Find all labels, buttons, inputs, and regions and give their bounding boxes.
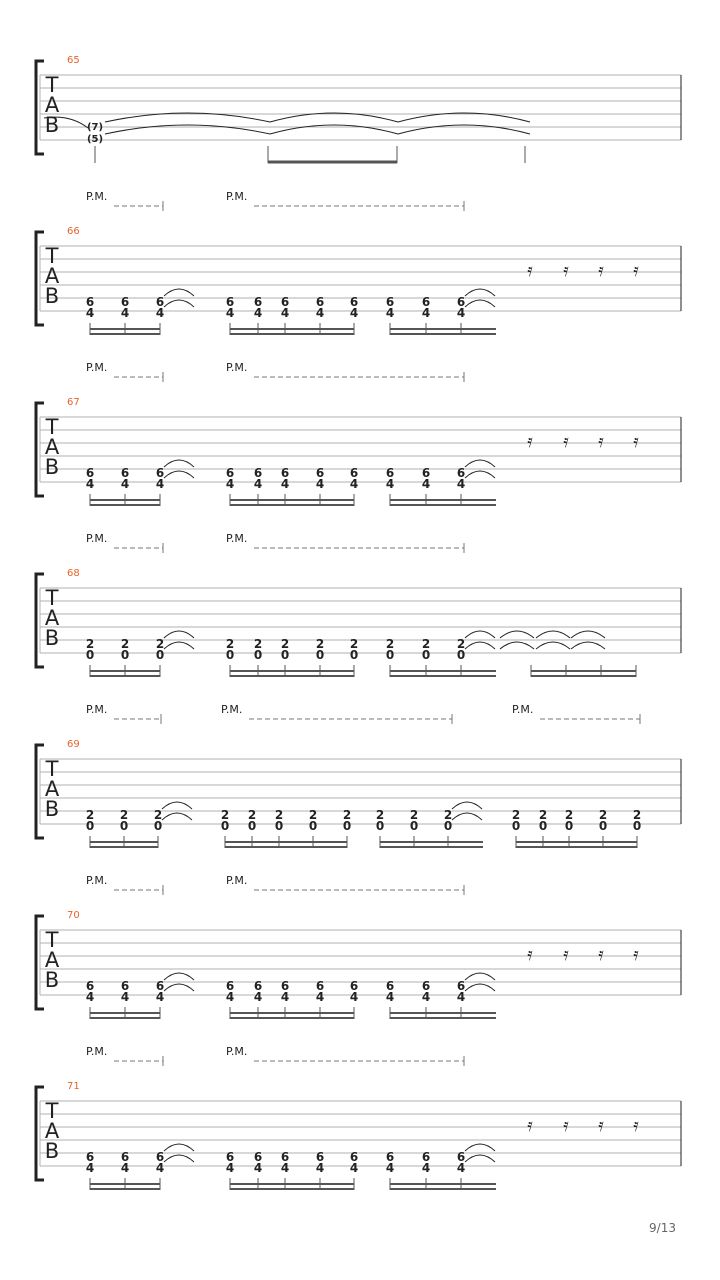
fret-number: 4 xyxy=(456,1161,466,1175)
sixteenth-rest: 𝄿 xyxy=(598,1115,604,1136)
fret-number: 4 xyxy=(385,990,395,1004)
fret-number: 0 xyxy=(349,648,359,662)
fret-number: 4 xyxy=(349,477,359,491)
fret-number: 6 xyxy=(85,295,95,309)
fret-number: 6 xyxy=(421,1150,431,1164)
palm-mute-label: P.M. xyxy=(221,703,243,716)
tie xyxy=(398,125,530,134)
sixteenth-rest: 𝄿 xyxy=(598,260,604,281)
sixteenth-rest: 𝄿 xyxy=(527,1115,533,1136)
fret-number: 4 xyxy=(421,306,431,320)
tie xyxy=(465,300,495,307)
tie xyxy=(164,642,194,649)
fret-number: 4 xyxy=(349,1161,359,1175)
tie xyxy=(571,642,605,649)
tab-clef-letter: A xyxy=(44,606,60,630)
fret-number: 0 xyxy=(119,819,129,833)
palm-mute-label: P.M. xyxy=(86,532,108,545)
sixteenth-rest: 𝄿 xyxy=(527,431,533,452)
fret-number: 6 xyxy=(385,1150,395,1164)
fret-number: 0 xyxy=(385,648,395,662)
fret-number: 6 xyxy=(349,295,359,309)
fret-number: 4 xyxy=(225,1161,235,1175)
tie xyxy=(164,1144,194,1151)
fret-number: 6 xyxy=(385,979,395,993)
fret-number: 2 xyxy=(85,637,95,651)
fret-number: 0 xyxy=(225,648,235,662)
fret-number: 0 xyxy=(85,819,95,833)
fret-number: 6 xyxy=(120,1150,130,1164)
tab-clef-letter: B xyxy=(44,968,60,992)
fret-number: 6 xyxy=(315,295,325,309)
fret-number: 0 xyxy=(253,648,263,662)
tie xyxy=(164,289,194,296)
tab-clef-letter: B xyxy=(44,113,60,137)
tab-clef-letter: A xyxy=(44,777,60,801)
palm-mute-label: P.M. xyxy=(226,1045,248,1058)
fret-number: 6 xyxy=(421,466,431,480)
fret-number: 0 xyxy=(409,819,419,833)
fret-number: 0 xyxy=(443,819,453,833)
fret-number: 2 xyxy=(375,808,385,822)
sixteenth-rest: 𝄿 xyxy=(527,944,533,965)
fret-number: 4 xyxy=(385,306,395,320)
fret-number: 6 xyxy=(456,979,466,993)
fret-number: 0 xyxy=(274,819,284,833)
tie xyxy=(164,300,194,307)
palm-mute-label: P.M. xyxy=(226,361,248,374)
fret-number: 0 xyxy=(511,819,521,833)
fret-number: 0 xyxy=(421,648,431,662)
fret-number: 6 xyxy=(385,466,395,480)
fret-number: 6 xyxy=(225,295,235,309)
fret-number: 2 xyxy=(538,808,548,822)
tie xyxy=(164,631,194,638)
fret-number: 4 xyxy=(385,477,395,491)
tie xyxy=(465,460,495,467)
fret-number: 6 xyxy=(349,979,359,993)
fret-number: 2 xyxy=(349,637,359,651)
tie xyxy=(452,813,482,820)
fret-number: 6 xyxy=(315,979,325,993)
measure-number: 67 xyxy=(67,397,80,408)
fret-number: 6 xyxy=(120,979,130,993)
fret-number: 4 xyxy=(280,477,290,491)
tab-clef-letter: B xyxy=(44,455,60,479)
tab-system-66 xyxy=(36,190,681,335)
fret-number: 4 xyxy=(120,990,130,1004)
tie xyxy=(164,984,194,991)
tie xyxy=(571,631,605,638)
fret-number: 4 xyxy=(421,1161,431,1175)
fret-number: 6 xyxy=(315,1150,325,1164)
palm-mute-label: P.M. xyxy=(86,703,108,716)
fret-number: 4 xyxy=(456,477,466,491)
palm-mute-label: P.M. xyxy=(86,1045,108,1058)
tab-clef-letter: B xyxy=(44,626,60,650)
fret-number: 4 xyxy=(155,1161,165,1175)
fret-number: 2 xyxy=(342,808,352,822)
fret-number: 2 xyxy=(280,637,290,651)
fret-number: 4 xyxy=(349,306,359,320)
fret-number: 2 xyxy=(308,808,318,822)
tie xyxy=(536,631,570,638)
tab-clef-letter: T xyxy=(45,415,59,439)
fret-number: 2 xyxy=(385,637,395,651)
fret-number: (5) xyxy=(86,134,104,145)
fret-number: 6 xyxy=(421,295,431,309)
tie xyxy=(162,813,192,820)
fret-number: 2 xyxy=(119,808,129,822)
sixteenth-rest: 𝄿 xyxy=(563,1115,569,1136)
fret-number: 6 xyxy=(85,979,95,993)
fret-number: 2 xyxy=(274,808,284,822)
tab-clef-letter: A xyxy=(44,93,60,117)
sixteenth-rest: 𝄿 xyxy=(527,260,533,281)
tie xyxy=(465,631,495,638)
fret-number: 6 xyxy=(120,466,130,480)
fret-number: 4 xyxy=(155,990,165,1004)
fret-number: 2 xyxy=(456,637,466,651)
fret-number: 6 xyxy=(225,466,235,480)
fret-number: 0 xyxy=(280,648,290,662)
tie xyxy=(465,984,495,991)
measure-number: 68 xyxy=(67,568,80,579)
fret-number: 4 xyxy=(253,477,263,491)
fret-number: 6 xyxy=(155,466,165,480)
sixteenth-rest: 𝄿 xyxy=(598,944,604,965)
fret-number: 4 xyxy=(456,990,466,1004)
fret-number: 4 xyxy=(85,306,95,320)
fret-number: 6 xyxy=(253,295,263,309)
fret-number: 6 xyxy=(155,979,165,993)
tie xyxy=(452,802,482,809)
sixteenth-rest: 𝄿 xyxy=(633,944,639,965)
fret-number: 2 xyxy=(220,808,230,822)
fret-number: 6 xyxy=(349,466,359,480)
fret-number: 4 xyxy=(155,477,165,491)
palm-mute-label: P.M. xyxy=(226,190,248,203)
tab-system-67 xyxy=(36,361,681,506)
tie xyxy=(465,471,495,478)
fret-number: 6 xyxy=(253,1150,263,1164)
palm-mute-label: P.M. xyxy=(226,874,248,887)
tie xyxy=(465,289,495,296)
fret-number: 4 xyxy=(315,306,325,320)
measure-number: 66 xyxy=(67,226,80,237)
fret-number: 6 xyxy=(280,295,290,309)
fret-number: 4 xyxy=(225,477,235,491)
tab-clef-letter: A xyxy=(44,264,60,288)
fret-number: 4 xyxy=(225,306,235,320)
fret-number: 2 xyxy=(85,808,95,822)
fret-number: 4 xyxy=(421,990,431,1004)
tie xyxy=(536,642,570,649)
fret-number: 2 xyxy=(511,808,521,822)
fret-number: 6 xyxy=(280,1150,290,1164)
fret-number: 0 xyxy=(375,819,385,833)
fret-number: 6 xyxy=(85,466,95,480)
palm-mute-label: P.M. xyxy=(512,703,534,716)
tab-clef-letter: A xyxy=(44,435,60,459)
fret-number: 2 xyxy=(247,808,257,822)
fret-number: 2 xyxy=(409,808,419,822)
fret-number: 6 xyxy=(253,466,263,480)
fret-number: 6 xyxy=(421,979,431,993)
tab-clef-letter: T xyxy=(45,586,59,610)
tie xyxy=(465,1155,495,1162)
fret-number: 6 xyxy=(253,979,263,993)
fret-number: 6 xyxy=(280,979,290,993)
page-number: 9/13 xyxy=(649,1221,676,1235)
fret-number: 4 xyxy=(85,477,95,491)
tab-system-69 xyxy=(36,703,681,848)
tie xyxy=(500,631,534,638)
tab-system-70 xyxy=(36,874,681,1019)
tab-clef-letter: A xyxy=(44,948,60,972)
sixteenth-rest: 𝄿 xyxy=(633,1115,639,1136)
fret-number: 6 xyxy=(155,295,165,309)
fret-number: 4 xyxy=(349,990,359,1004)
tie xyxy=(164,1155,194,1162)
fret-number: 0 xyxy=(85,648,95,662)
fret-number: 4 xyxy=(315,990,325,1004)
fret-number: 2 xyxy=(225,637,235,651)
fret-number: 2 xyxy=(153,808,163,822)
fret-number: 6 xyxy=(85,1150,95,1164)
sixteenth-rest: 𝄿 xyxy=(633,260,639,281)
tie xyxy=(164,460,194,467)
fret-number: 4 xyxy=(253,306,263,320)
fret-number: 4 xyxy=(280,306,290,320)
palm-mute-label: P.M. xyxy=(226,532,248,545)
tab-clef-letter: B xyxy=(44,284,60,308)
fret-number: 6 xyxy=(456,295,466,309)
measure-number: 65 xyxy=(67,55,80,66)
fret-number: 2 xyxy=(598,808,608,822)
fret-number: 4 xyxy=(155,306,165,320)
tab-clef-letter: T xyxy=(45,757,59,781)
fret-number: 4 xyxy=(120,1161,130,1175)
fret-number: 0 xyxy=(456,648,466,662)
tie xyxy=(500,642,534,649)
tie xyxy=(465,1144,495,1151)
fret-number: 2 xyxy=(564,808,574,822)
fret-number: 0 xyxy=(220,819,230,833)
fret-number: 4 xyxy=(421,477,431,491)
tab-clef-letter: B xyxy=(44,1139,60,1163)
fret-number: 6 xyxy=(315,466,325,480)
fret-number: 6 xyxy=(280,466,290,480)
tab-clef-letter: T xyxy=(45,928,59,952)
tie xyxy=(162,802,192,809)
fret-number: 2 xyxy=(421,637,431,651)
tie xyxy=(465,973,495,980)
fret-number: 4 xyxy=(85,1161,95,1175)
fret-number: 2 xyxy=(443,808,453,822)
fret-number: 0 xyxy=(538,819,548,833)
palm-mute-label: P.M. xyxy=(86,190,108,203)
tab-system-65 xyxy=(36,55,681,163)
tab-system-71 xyxy=(36,1045,681,1190)
tie xyxy=(164,973,194,980)
tab-system-68 xyxy=(36,532,681,677)
fret-number: 2 xyxy=(253,637,263,651)
fret-number: 0 xyxy=(308,819,318,833)
palm-mute-label: P.M. xyxy=(86,361,108,374)
sixteenth-rest: 𝄿 xyxy=(598,431,604,452)
tab-clef-letter: T xyxy=(45,1099,59,1123)
fret-number: 4 xyxy=(280,990,290,1004)
fret-number: 4 xyxy=(456,306,466,320)
tie xyxy=(105,125,270,134)
fret-number: 0 xyxy=(153,819,163,833)
fret-number: 2 xyxy=(315,637,325,651)
fret-number: 0 xyxy=(247,819,257,833)
fret-number: 4 xyxy=(253,1161,263,1175)
fret-number: 6 xyxy=(456,1150,466,1164)
sixteenth-rest: 𝄿 xyxy=(563,944,569,965)
fret-number: 6 xyxy=(225,1150,235,1164)
fret-number: 6 xyxy=(155,1150,165,1164)
sixteenth-rest: 𝄿 xyxy=(563,431,569,452)
fret-number: 0 xyxy=(598,819,608,833)
sixteenth-rest: 𝄿 xyxy=(563,260,569,281)
fret-number: 0 xyxy=(155,648,165,662)
fret-number: 6 xyxy=(225,979,235,993)
fret-number: (7) xyxy=(86,122,104,133)
measure-number: 69 xyxy=(67,739,80,750)
fret-number: 6 xyxy=(120,295,130,309)
fret-number: 4 xyxy=(315,1161,325,1175)
fret-number: 4 xyxy=(280,1161,290,1175)
tab-clef-letter: B xyxy=(44,797,60,821)
fret-number: 2 xyxy=(632,808,642,822)
fret-number: 0 xyxy=(120,648,130,662)
palm-mute-label: P.M. xyxy=(86,874,108,887)
fret-number: 2 xyxy=(120,637,130,651)
fret-number: 0 xyxy=(342,819,352,833)
fret-number: 4 xyxy=(253,990,263,1004)
tie xyxy=(270,125,398,134)
tie xyxy=(465,642,495,649)
fret-number: 2 xyxy=(155,637,165,651)
fret-number: 4 xyxy=(120,477,130,491)
fret-number: 4 xyxy=(225,990,235,1004)
measure-number: 70 xyxy=(67,910,80,921)
fret-number: 0 xyxy=(315,648,325,662)
fret-number: 4 xyxy=(120,306,130,320)
tab-clef-letter: T xyxy=(45,73,59,97)
measure-number: 71 xyxy=(67,1081,80,1092)
fret-number: 6 xyxy=(456,466,466,480)
tie xyxy=(164,471,194,478)
fret-number: 4 xyxy=(385,1161,395,1175)
tab-clef-letter: A xyxy=(44,1119,60,1143)
fret-number: 0 xyxy=(564,819,574,833)
fret-number: 0 xyxy=(632,819,642,833)
fret-number: 4 xyxy=(315,477,325,491)
tab-clef-letter: T xyxy=(45,244,59,268)
fret-number: 6 xyxy=(349,1150,359,1164)
fret-number: 6 xyxy=(385,295,395,309)
fret-number: 4 xyxy=(85,990,95,1004)
sixteenth-rest: 𝄿 xyxy=(633,431,639,452)
